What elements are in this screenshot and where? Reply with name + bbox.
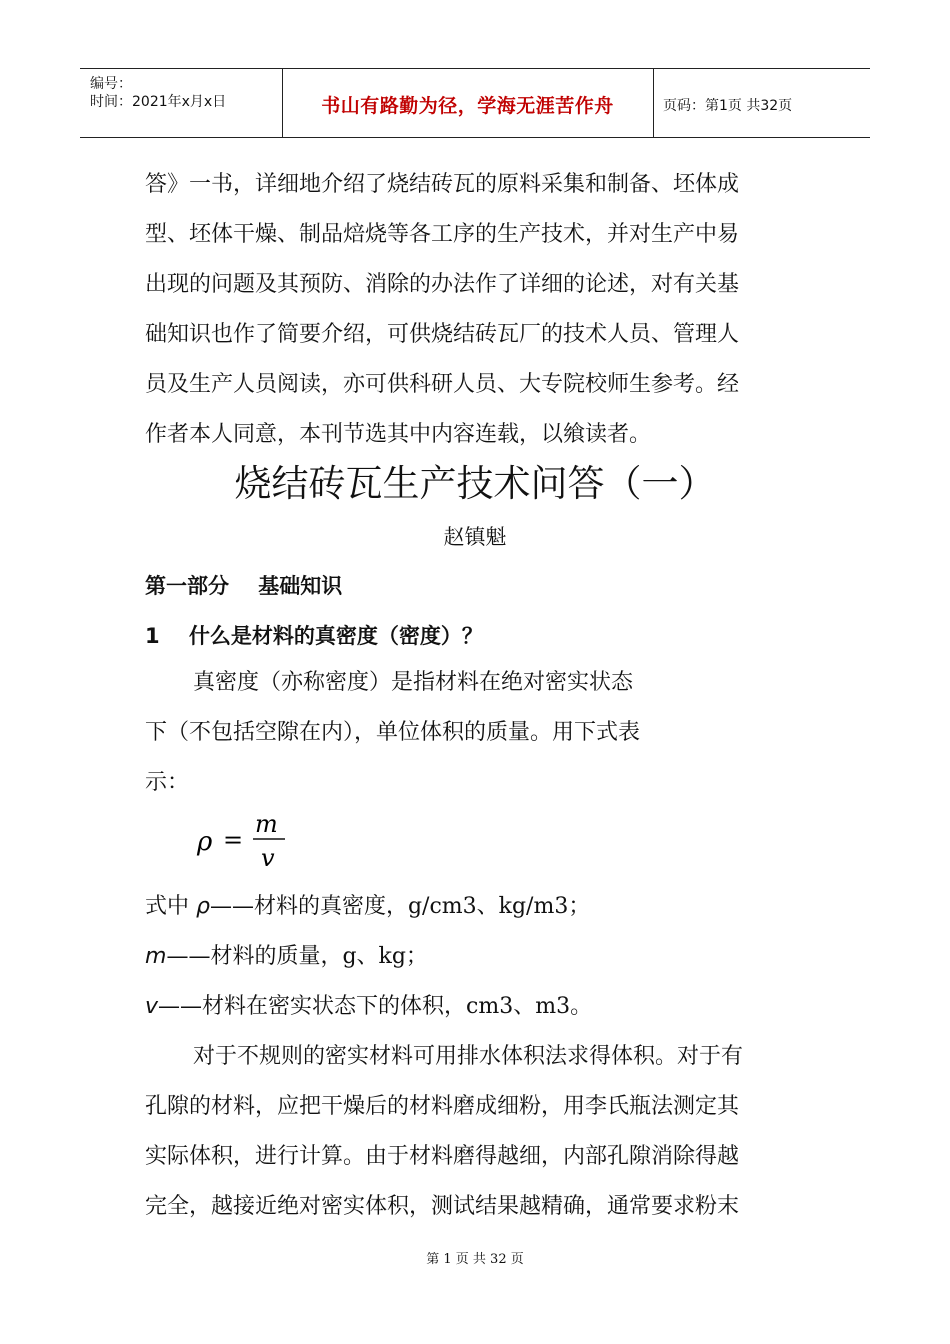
body-line-4: 完全，越接近绝对密实体积，测试结果越精确，通常要求粉末 [145,1194,740,1219]
intro-line-4: 础知识也作了简要介绍，可供烧结砖瓦厂的技术人员、管理人 [145,322,740,347]
definition-line-2: 下（不包括空隙在内），单位体积的质量。用下式表 [145,720,641,745]
page-footer: 第 1 页 共 32 页 [426,1252,524,1267]
legend-text-m: ——材料的质量，g、kg； [166,944,428,969]
legend-symbol-v: v [145,994,159,1019]
formula-numerator: m [255,810,278,838]
code-label: 编号： [90,76,132,92]
legend-symbol-rho: ρ [196,894,210,919]
header-motto: 书山有路勤为径，学海无涯苦作舟 [321,95,614,117]
intro-line-1: 答》一书，详细地介绍了烧结砖瓦的原料采集和制备、坯体成 [145,172,740,197]
intro-line-5: 员及生产人员阅读，亦可供科研人员、大专院校师生参考。经 [145,372,740,397]
page-header [80,68,870,138]
time-label: 时间：2021年x月x日 [90,94,227,110]
legend-symbol-m: m [145,944,167,969]
formula-lhs: ρ [197,827,213,857]
body-line-3: 实际体积，进行计算。由于材料磨得越细，内部孔隙消除得越 [145,1144,740,1169]
legend-line-rho [145,896,590,918]
body-line-2: 孔隙的材料，应把干燥后的材料磨成细粉，用李氏瓶法测定其 [145,1094,740,1119]
intro-line-3: 出现的问题及其预防、消除的办法作了详细的论述，对有关基 [145,272,740,297]
legend-text-rho: ——材料的真密度，g/cm3、kg/m3； [209,894,591,919]
density-formula [195,808,295,878]
header-page-info: 页码：第1页 共32页 [663,98,793,114]
legend-text-v: ——材料在密实状态下的体积，cm3、m3。 [158,994,593,1019]
question-heading: 1 什么是材料的真密度（密度）？ [145,624,483,648]
formula-denominator: v [261,844,275,872]
definition-line-1: 真密度（亦称密度）是指材料在绝对密实状态 [193,670,634,695]
intro-line-2: 型、坯体干燥、制品焙烧等各工序的生产技术，并对生产中易 [145,222,740,247]
legend-line-v [145,996,592,1018]
article-author: 赵镇魁 [443,525,507,549]
definition-line-3: 示： [145,770,190,795]
legend-line-m [145,946,428,968]
intro-line-6: 作者本人同意，本刊节选其中内容连载，以飨读者。 [145,422,652,447]
article-title: 烧结砖瓦生产技术问答（一） [234,462,716,505]
header-page-cell [653,69,870,137]
legend-prefix: 式中 [145,894,196,919]
body-line-1: 对于不规则的密实材料可用排水体积法求得体积。对于有 [193,1044,744,1069]
part-heading: 第一部分 基础知识 [145,574,343,598]
formula-equals: = [223,826,244,854]
header-left-cell [80,69,283,137]
header-motto-cell [282,69,654,137]
